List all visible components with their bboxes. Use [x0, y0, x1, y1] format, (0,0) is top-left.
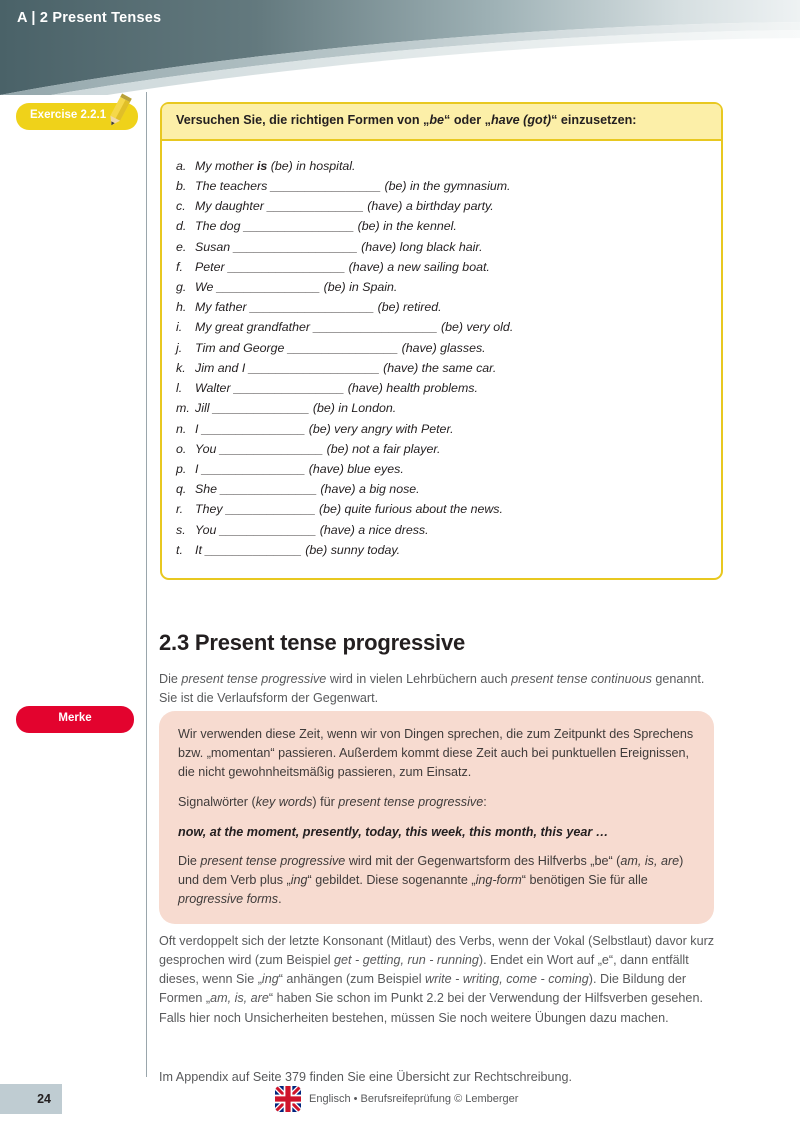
exercise-item-suffix: (have) the same car.: [379, 360, 497, 375]
exercise-item: [176, 297, 707, 317]
exercise-box: [160, 102, 723, 580]
exercise-item-text: [195, 499, 503, 519]
merke-form-part-4: “ gebildet. Diese sogenannte „: [307, 873, 476, 888]
exercise-item-suffix: (have) long black hair.: [357, 239, 483, 254]
exercise-item: [176, 540, 707, 560]
merke-form-part-6: .: [278, 892, 282, 907]
exercise-item-prefix: My mother: [195, 158, 257, 173]
exercise-item-text: [195, 196, 494, 216]
merke-signal-part-2: ) für: [312, 794, 339, 809]
exercise-item: [176, 176, 707, 196]
merke-form-emphasis-5: progressive forms: [178, 892, 279, 907]
exercise-item-prefix: They: [195, 502, 226, 517]
exercise-item-suffix: (be) in Spain.: [320, 280, 398, 295]
intro-part-3: genannt. Sie ist die Verlaufsform der Gegenwart.: [159, 671, 705, 705]
exercise-item-prefix: She: [195, 482, 221, 497]
closing-part-2: ). Endet ein Wort auf „e“, dann entfällt dieses, wenn Sie „: [159, 952, 689, 987]
exercise-item-prefix: My great grandfather: [195, 320, 314, 335]
exercise-item: [176, 156, 707, 176]
merke-signal-part-3: :: [483, 794, 487, 809]
exercise-item-text: [195, 358, 496, 378]
merke-signal-part-1: Signalwörter (: [178, 794, 256, 809]
exercise-item: [176, 317, 707, 337]
exercise-item: [176, 419, 707, 439]
closing-emphasis-1: get - getting, run - running: [334, 952, 479, 967]
exercise-item: [176, 277, 707, 297]
merke-form-part-1: Die: [178, 854, 201, 869]
exercise-item-text: [195, 338, 486, 358]
exercise-item-prefix: It: [195, 542, 206, 557]
page-number: 24: [37, 1092, 51, 1106]
exercise-item-blank[interactable]: _______________: [219, 441, 324, 456]
merke-emphasis-ptp: present tense progressive: [338, 794, 484, 809]
exercise-item-letter: a.: [176, 158, 187, 173]
exercise-item-text: [195, 540, 400, 560]
pencil-icon: [102, 90, 136, 130]
exercise-item-letter: m.: [176, 401, 190, 416]
exercise-item-suffix: (have) glasses.: [398, 340, 486, 355]
exercise-item-suffix: (be) in the kennel.: [354, 219, 457, 234]
exercise-item-letter: l.: [176, 381, 183, 396]
merke-form-emphasis-2: am, is, are: [620, 854, 680, 869]
exercise-item-prefix: Jim and I: [195, 360, 249, 375]
merke-paragraph-1: Wir verwenden diese Zeit, wenn wir von Dingen sprechen, die zum Zeitpunkt des Sprechens bzw. „momentan“ passieren. Außerdem kommt diese Zeit auch bei punktuellen Ereignissen, die nicht gewohnheitsmäßig passieren, zum Einsatz.: [178, 727, 694, 779]
exercise-item: [176, 439, 707, 459]
exercise-item-prefix: I: [195, 421, 202, 436]
exercise-item: [176, 216, 707, 236]
instruction-part-3: “ einzusetzen:: [551, 113, 637, 127]
exercise-item: [176, 398, 707, 418]
uk-flag-icon: [275, 1086, 301, 1112]
exercise-item-suffix: (have) a birthday party.: [363, 199, 494, 214]
exercise-item-suffix: (have) a nice dress.: [316, 522, 429, 537]
exercise-item: [176, 338, 707, 358]
exercise-item-text: [195, 378, 478, 398]
merke-form-emphasis-1: present tense progressive: [200, 854, 346, 869]
exercise-item-text: [195, 156, 355, 176]
exercise-item-blank[interactable]: ______________: [219, 522, 317, 537]
exercise-item: [176, 237, 707, 257]
exercise-item-prefix: The dog: [195, 219, 244, 234]
exercise-item-suffix: (have) a new sailing boat.: [345, 259, 490, 274]
merke-form-part-5: “ benötigen Sie für alle: [521, 873, 648, 888]
exercise-item-suffix: (be) quite furious about the news.: [315, 502, 503, 517]
exercise-item-blank[interactable]: ________________: [243, 219, 355, 234]
exercise-item: [176, 520, 707, 540]
appendix-paragraph: Im Appendix auf Seite 379 finden Sie eine Übersicht zur Rechtschreibung.: [159, 1069, 573, 1084]
exercise-item: [176, 358, 707, 378]
exercise-item-blank[interactable]: ______________: [205, 542, 302, 557]
exercise-item: [176, 378, 707, 398]
exercise-item-prefix: You: [195, 522, 220, 537]
exercise-item-suffix: (be) very angry with Peter.: [305, 421, 454, 436]
intro-emphasis-1: present tense progressive: [181, 671, 327, 686]
closing-paragraph: [159, 932, 721, 1028]
exercise-item-suffix: (be) not a fair player.: [323, 441, 441, 456]
exercise-item-letter: s.: [176, 522, 186, 537]
intro-emphasis-2: present tense continuous: [511, 671, 652, 686]
exercise-item: [176, 257, 707, 277]
exercise-item-blank[interactable]: ______________: [212, 401, 310, 416]
instruction-part-2: “ oder „: [444, 113, 491, 127]
exercise-item-prefix: My daughter: [195, 199, 268, 214]
merke-form-emphasis-4: ing-form: [475, 873, 522, 888]
merke-form-part-2: wird mit der Gegenwartsform des Hilfverbs „be“ (: [345, 854, 621, 869]
exercise-item-text: [195, 439, 441, 459]
exercise-item-suffix: (have) blue eyes.: [305, 462, 404, 477]
exercise-item-blank[interactable]: _______________: [216, 280, 321, 295]
exercise-item-prefix: The teachers: [195, 178, 271, 193]
merke-tab: [16, 706, 134, 733]
exercise-item-text: [195, 520, 429, 540]
exercise-item-suffix: (have) a big nose.: [316, 482, 420, 497]
exercise-item-text: [195, 176, 511, 196]
exercise-item-letter: f.: [176, 259, 183, 274]
exercise-item-suffix: (have) health problems.: [344, 381, 478, 396]
exercise-item-suffix: (be) retired.: [374, 300, 442, 315]
exercise-item-letter: k.: [176, 360, 186, 375]
exercise-item-letter: c.: [176, 199, 186, 214]
exercise-item-letter: b.: [176, 178, 187, 193]
exercise-item-letter: d.: [176, 219, 187, 234]
exercise-item-prefix: You: [195, 441, 220, 456]
exercise-item-blank[interactable]: _______________: [201, 421, 306, 436]
exercise-item-text: [195, 398, 396, 418]
closing-emphasis-4: am, is, are: [210, 991, 269, 1006]
exercise-item-blank[interactable]: _______________: [201, 462, 306, 477]
exercise-item-text: [195, 459, 404, 479]
exercise-item-prefix: Walter: [195, 381, 235, 396]
exercise-item-blank[interactable]: ________________: [270, 178, 382, 193]
exercise-item-prefix: Peter: [195, 259, 229, 274]
exercise-tab-label: Exercise 2.2.1: [30, 109, 107, 121]
exercise-item-letter: g.: [176, 280, 187, 295]
exercise-item-blank[interactable]: ________________: [234, 381, 345, 396]
closing-part-5: “ haben Sie schon im Punkt 2.2 bei der Verwendung der Hilfsverben gesehen. Falls hier noch Unsicherheiten bestehen, müssen Sie noch weitere Übungen dazu machen.: [159, 991, 703, 1025]
exercise-item-prefix: Tim and George: [195, 340, 288, 355]
merke-paragraph-2: [178, 793, 694, 812]
closing-emphasis-3: write - writing, come - coming: [425, 972, 589, 987]
exercise-item-blank[interactable]: ______________: [220, 482, 317, 497]
merke-keywords-list: now, at the moment, presently, today, this week, this month, this year …: [178, 824, 609, 839]
section-heading: 2.3 Present tense progressive: [159, 630, 466, 656]
exercise-item-letter: q.: [176, 482, 187, 497]
exercise-item-suffix: (be) sunny today.: [301, 542, 401, 557]
exercise-item-letter: i.: [176, 320, 183, 335]
exercise-item-blank[interactable]: __________________: [233, 239, 358, 254]
exercise-item: [176, 196, 707, 216]
instruction-emphasis-have: have (got): [490, 113, 552, 127]
exercise-item-letter: p.: [176, 462, 187, 477]
content-divider: [146, 92, 147, 1077]
merke-form-emphasis-3: ing: [290, 873, 308, 888]
footer-credit: [275, 1086, 518, 1112]
closing-part-3: “ anhängen (zum Beispiel: [278, 972, 426, 987]
exercise-item-suffix: (be) in hospital.: [267, 158, 356, 173]
exercise-instruction: [162, 104, 721, 141]
exercise-item-letter: h.: [176, 300, 187, 315]
exercise-item-text: [195, 277, 397, 297]
footer-credit-text: Englisch • Berufsreifeprüfung © Lemberger: [309, 1093, 519, 1105]
exercise-item: [176, 479, 707, 499]
exercise-item-blank[interactable]: ______________: [267, 199, 364, 214]
exercise-item-blank[interactable]: __________________: [313, 320, 438, 335]
exercise-item-answer: is: [256, 158, 268, 173]
exercise-item-prefix: We: [195, 280, 217, 295]
exercise-item-prefix: My father: [195, 300, 251, 315]
exercise-item: [176, 459, 707, 479]
exercise-item-blank[interactable]: ___________________: [248, 360, 380, 375]
exercise-item-letter: o.: [176, 441, 187, 456]
exercise-item-text: [195, 419, 454, 439]
merke-box: [159, 711, 714, 924]
merke-form-part-3: ) und dem Verb plus „: [178, 854, 684, 888]
exercise-item-suffix: (be) in London.: [309, 401, 397, 416]
closing-emphasis-2: ing: [261, 972, 279, 987]
exercise-item-letter: n.: [176, 421, 187, 436]
exercise-item-prefix: Susan: [195, 239, 234, 254]
exercise-item: [176, 499, 707, 519]
intro-part-1: Die: [159, 671, 182, 686]
exercise-item-text: [195, 257, 490, 277]
exercise-item-text: [195, 237, 483, 257]
intro-part-2: wird in vielen Lehrbüchern auch: [326, 671, 512, 686]
instruction-emphasis-be: be: [429, 113, 445, 127]
closing-part-1: Oft verdoppelt sich der letzte Konsonant (Mitlaut) des Verbs, wenn der Vokal (Selbstlaut) davor kurz gesprochen wird (zum Beispiel: [159, 933, 715, 967]
intro-paragraph: [159, 670, 713, 709]
exercise-item-letter: j.: [176, 340, 183, 355]
exercise-item-text: [195, 297, 442, 317]
instruction-part-1: Versuchen Sie, die richtigen Formen von „: [176, 113, 430, 127]
merke-paragraph-3: [178, 852, 694, 909]
exercise-item-letter: t.: [176, 542, 183, 557]
exercise-item-suffix: (be) in the gymnasium.: [381, 178, 511, 193]
page-number-box: [0, 1084, 62, 1114]
exercise-item-letter: r.: [176, 502, 184, 517]
exercise-item-text: [195, 479, 420, 499]
exercise-list: [162, 141, 721, 578]
exercise-item-text: [195, 317, 513, 337]
exercise-item-prefix: Jill: [195, 401, 213, 416]
exercise-item-suffix: (be) very old.: [437, 320, 514, 335]
merke-tab-label: Merke: [58, 712, 92, 724]
closing-part-4: ). Die Bildung der Formen „: [159, 972, 687, 1006]
exercise-item-letter: e.: [176, 239, 187, 254]
exercise-item-blank[interactable]: __________________: [250, 300, 375, 315]
exercise-item-text: [195, 216, 457, 236]
exercise-item-blank[interactable]: _____________: [226, 502, 316, 517]
exercise-item-blank[interactable]: ________________: [287, 340, 399, 355]
exercise-item-prefix: I: [195, 462, 202, 477]
exercise-item-blank[interactable]: _________________: [228, 259, 346, 274]
merke-emphasis-keywords: key words: [255, 794, 313, 809]
page-title: A | 2 Present Tenses: [17, 10, 162, 26]
